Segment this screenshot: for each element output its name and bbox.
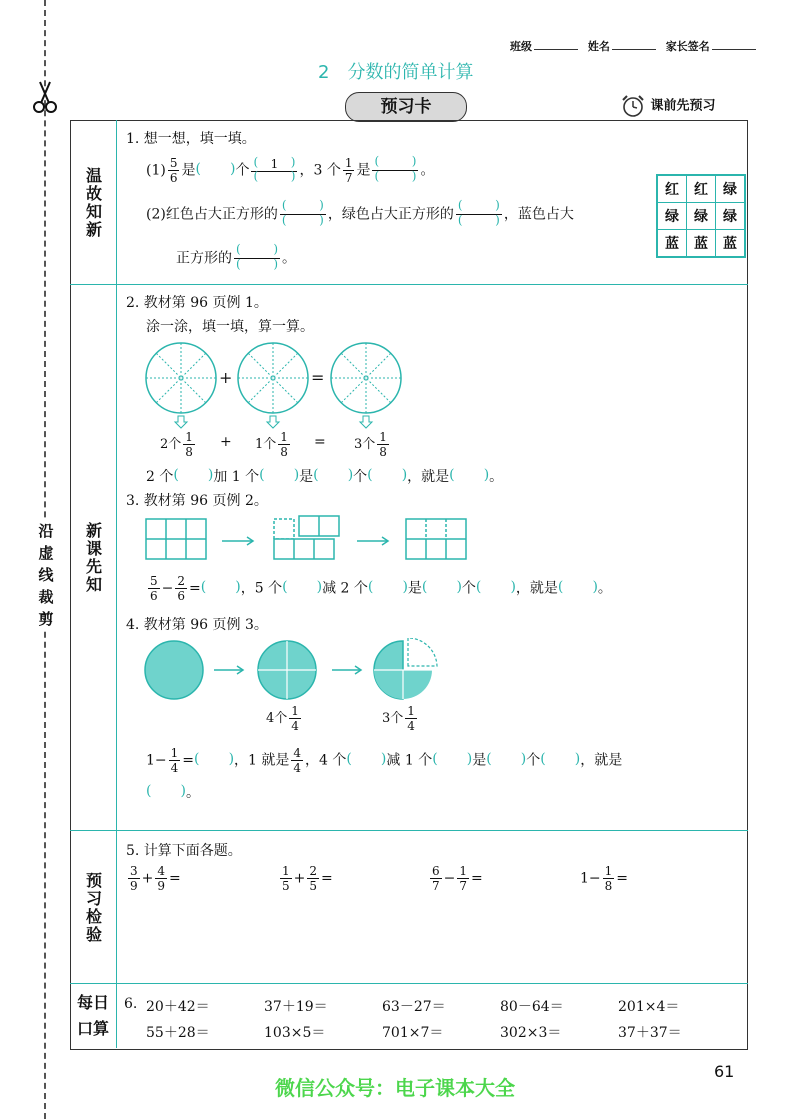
q4-fill-line: 1− $\frac{1}{4}$ =( ) ，1 就是 $\frac{4}{4}$ ，4 个( ) 减 1 个( ) 是( ) 个( ) ，就是 [146,746,622,775]
q4-circles [144,638,454,704]
answer-blank[interactable] [313,469,353,485]
parent-label: 家长签名 [665,40,710,53]
answer-blank[interactable] [346,753,386,769]
q6-r2-c2: 103×5＝ [264,1025,326,1041]
name-blank[interactable] [612,49,656,50]
answer-blank[interactable] [201,581,241,597]
answer-blank[interactable] [282,581,322,597]
q6-r1-c5: 201×4＝ [618,999,680,1015]
q1-part1: (1) $\frac{5}{6}$ 是( ) 个 ( 1 ) ( ) ，3 个 $\frac{1}{7}$ 是 ( ) ( ) 。 [146,156,434,185]
class-blank[interactable] [534,49,578,50]
alarm-clock-icon [620,94,646,118]
answer-blank[interactable] [449,469,489,485]
q4-label-2: 3个 $\frac{1}{4}$ [382,704,415,733]
q2-fill-line: 2 个( ) 加 1 个( ) 是( ) 个( ) ，就是( ) 。 [146,466,503,486]
equals-sign: = [311,368,325,387]
q5-expr-3: $\frac{6}{7}$ − $\frac{1}{7}$ = [432,864,483,893]
answer-blank[interactable] [456,215,502,229]
arrow-down-icon [360,416,372,428]
q3-title: 3. 教材第 96 页例 2。 [126,493,268,509]
watermark: 微信公众号：电子课本大全 [275,1076,515,1100]
q4-title: 4. 教材第 96 页例 3。 [126,617,268,633]
q6-r1-c3: 63－27＝ [382,999,446,1015]
answer-blank[interactable] [476,581,516,597]
scissors-icon [32,80,58,114]
parent-blank[interactable] [712,49,756,50]
answer-blank[interactable] [234,259,280,273]
circle-3[interactable] [331,343,401,413]
name-label: 姓名 [587,40,610,53]
q2-subtitle: 涂一涂，填一填，算一算。 [146,319,314,335]
q5-expr-4: 1− $\frac{1}{8}$ = [580,864,629,893]
circle-2[interactable] [238,343,308,413]
q6-r1-c2: 37＋19＝ [264,999,328,1015]
answer-blank[interactable] [372,171,418,185]
q4-label-1: 4个 $\frac{1}{4}$ [266,704,299,733]
q5-expr-1: $\frac{3}{9}$ + $\frac{4}{9}$ = [130,864,181,893]
arrow-down-icon [175,416,187,428]
answer-blank[interactable] [194,753,234,769]
arrow-down-icon [267,416,279,428]
section-label-new: 新课先知 [70,285,117,831]
answer-blank[interactable] [280,215,326,229]
answer-blank[interactable] [486,753,526,769]
answer-blank[interactable] [173,469,213,485]
unit-title: 2 分数的简单计算 [318,62,474,83]
answer-blank[interactable] [422,581,462,597]
q4-fill-line-2: ( )。 [146,782,200,802]
circle-1[interactable] [146,343,216,413]
answer-blank[interactable] [432,753,472,769]
q6-r1-c4: 80－64＝ [500,999,564,1015]
q2-label-1: 2个 $\frac{1}{8}$ [160,430,193,459]
q2-label-3: 3个 $\frac{1}{8}$ [354,430,387,459]
section-label-review: 温故知新 [70,120,117,285]
color-grid: 红 红 绿 绿 绿 绿 蓝 蓝 蓝 [656,174,746,258]
q6-number: 6. [124,996,138,1012]
q6-r2-c5: 37＋37＝ [618,1025,682,1041]
q3-rectangles [144,514,474,564]
answer-blank[interactable] [368,581,408,597]
answer-blank[interactable] [259,469,299,485]
q2-circles [140,340,420,430]
q1-part2-cont: 正方形的 ( ) ( ) 。 [176,244,296,273]
q6-r2-c1: 55＋28＝ [146,1025,210,1041]
q2-title: 2. 教材第 96 页例 1。 [126,295,268,311]
section-label-check: 预习检验 [70,831,117,984]
preview-tag: 课前先预习 [620,94,716,118]
q2-plus-2: + [220,434,232,450]
class-label: 班级 [510,40,532,53]
q3-fill-line: $\frac{5}{6}$ − $\frac{2}{6}$ =( ) ，5 个( ) 减 2 个( ) 是( ) 个( ) ，就是( ) 。 [146,574,612,603]
answer-blank[interactable] [540,753,580,769]
q6-r2-c3: 701×7＝ [382,1025,444,1041]
plus-sign: + [219,368,233,387]
q5-expr-2: $\frac{1}{5}$ + $\frac{2}{5}$ = [282,864,333,893]
q6-r2-c4: 302×3＝ [500,1025,562,1041]
answer-blank[interactable] [367,469,407,485]
answer-blank[interactable] [251,171,297,185]
q2-eq-2: = [314,434,326,450]
card-title: 预习卡 [345,92,467,122]
q1-title: 1. 想一想，填一填。 [126,131,256,147]
answer-blank[interactable] [558,581,598,597]
answer-blank[interactable] [146,785,186,801]
section-label-daily: 每日口算 [70,984,117,1048]
header-fields [510,38,762,54]
q6-r1-c1: 20＋42＝ [146,999,210,1015]
q1-part2: (2)红色占大正方形的 ( ) ( ) ，绿色占大正方形的 ( ) ( ) ，蓝色占大 [146,200,574,229]
q2-label-2: 1个 $\frac{1}{8}$ [255,430,288,459]
cut-label: 沿 虚 线 裁 剪 [36,520,56,630]
page-number: 61 [714,1062,735,1081]
q5-title: 5. 计算下面各题。 [126,843,242,859]
answer-blank[interactable] [195,163,235,179]
